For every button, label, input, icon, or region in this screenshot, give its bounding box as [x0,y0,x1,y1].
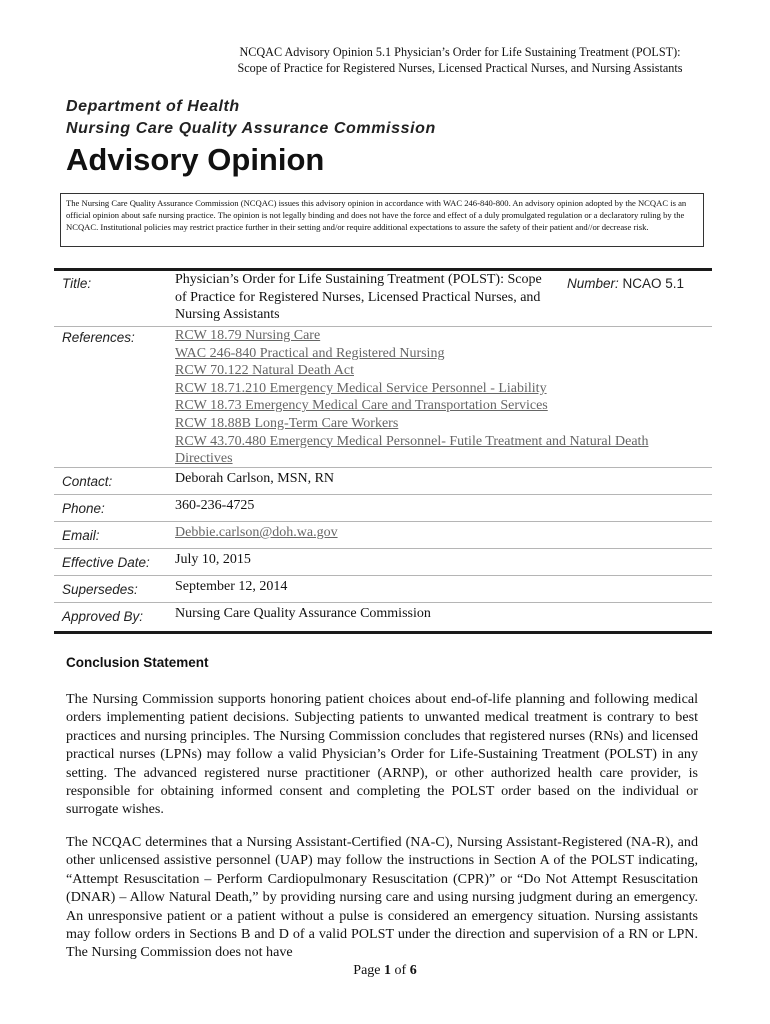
reference-link[interactable]: RCW 18.73 Emergency Medical Care and Transportation Services [175,398,548,414]
title-row [54,271,712,327]
commission-name: Nursing Care Quality Assurance Commission [66,120,436,137]
page-prefix: Page [353,963,381,978]
table-bottom-rule [54,631,712,634]
department-heading [66,96,436,140]
conclusion-paragraph-1: The Nursing Commission supports honoring patient choices about end-of-life planning and following medical orders implementing patient decisions. Subjecting patients to unwanted medical treatment is contrary to best practices and nursing principles. The Nursing Commission concludes that registered nurses (RNs) and licensed practical nurses (LPNs) may follow a valid Physician’s Order for Life-Sustaining Treatment (POLST) in any setting. The advanced registered nurse practitioner (ARNP), or other authorized health care provider, is responsible for obtaining informed consent and completing the POLST order based on the individual or surrogate wishes. [66,691,698,818]
email-row [54,522,712,549]
email-label: Email: [62,528,100,543]
page-of: of [394,963,407,978]
phone-value: 360-236-4725 [175,498,255,513]
number-field [567,276,684,291]
supersedes-label: Supersedes: [62,582,138,597]
email-link[interactable]: Debbie.carlson@doh.wa.gov [175,525,338,540]
contact-value: Deborah Carlson, MSN, RN [175,471,335,486]
running-header-line-1: NCQAC Advisory Opinion 5.1 Physician’s Order for Life Sustaining Treatment (POLST): [239,45,681,59]
page-number [0,963,770,979]
references-list [175,327,695,468]
reference-link[interactable]: WAC 246-840 Practical and Registered Nursing [175,345,445,361]
references-label: References: [62,330,135,345]
phone-row [54,495,712,522]
supersedes-row [54,576,712,603]
references-row [54,327,712,468]
disclaimer-box: The Nursing Care Quality Assurance Commission (NCQAC) issues this advisory opinion in accordance with WAC 246-840-800. An advisory opinion adopted by the NCQAC is an official opinion about safe nursing practice. The opinion is not legally binding and does not have the force and effect of a duly promulgated regulation or a declaratory ruling by the NCQAC. Institutional policies may restrict practice further in their setting and/or require additional expectations to assure the safety of their patient and//or decrease risk. [60,193,704,247]
document-title: Advisory Opinion [66,142,325,177]
number-label: Number: [567,276,619,291]
approved-by-value: Nursing Care Quality Assurance Commission [175,606,431,621]
approved-by-label: Approved By: [62,609,144,624]
reference-link[interactable]: RCW 18.71.210 Emergency Medical Service Personnel - Liability [175,380,547,396]
running-header [200,44,720,76]
contact-label: Contact: [62,474,113,489]
reference-link[interactable]: RCW 43.70.480 Emergency Medical Personnel- Futile Treatment and Natural Death Directives [175,433,649,467]
reference-link[interactable]: RCW 18.88B Long-Term Care Workers [175,415,399,431]
page-current: 1 [384,963,392,978]
reference-link[interactable]: RCW 18.79 Nursing Care [175,328,321,343]
supersedes-value: September 12, 2014 [175,579,288,594]
opinion-metadata-table [54,271,712,631]
number-value: NCAO 5.1 [622,276,685,291]
phone-label: Phone: [62,501,105,516]
department-name: Department of Health [66,98,240,115]
title-label: Title: [62,276,92,291]
conclusion-heading: Conclusion Statement [66,655,209,670]
title-value: Physician’s Order for Life Sustaining Treatment (POLST): Scope of Practice for Registered Nurses, Licensed Practical Nurses, and Nursing Assistants [175,272,542,323]
page-total: 6 [409,963,417,978]
conclusion-paragraph-2: The NCQAC determines that a Nursing Assistant-Certified (NA-C), Nursing Assistant-Registered (NA-R), and other unlicensed assistive personnel (UAP) may follow the instructions in Section A of the POLST indicating, “Attempt Resuscitation – Perform Cardiopulmonary Resuscitation (CPR)” or “Do Not Attempt Resuscitation (DNAR) – Allow Natural Death,” by providing nursing care and using nursing judgment during an emergency. An unresponsive patient or a patient without a pulse is considered an emergency situation. Nursing assistants may follow orders in Sections B and D of a valid POLST under the direction and supervision of a RN or LPN. The Nursing Commission does not have [66,834,698,961]
effective-date-value: July 10, 2015 [175,552,251,567]
approved-by-row [54,603,712,631]
reference-link[interactable]: RCW 70.122 Natural Death Act [175,363,354,379]
contact-row [54,468,712,495]
effective-date-row [54,549,712,576]
effective-date-label: Effective Date: [62,555,150,570]
running-header-line-2: Scope of Practice for Registered Nurses, Licensed Practical Nurses, and Nursing Assistants [237,61,683,75]
